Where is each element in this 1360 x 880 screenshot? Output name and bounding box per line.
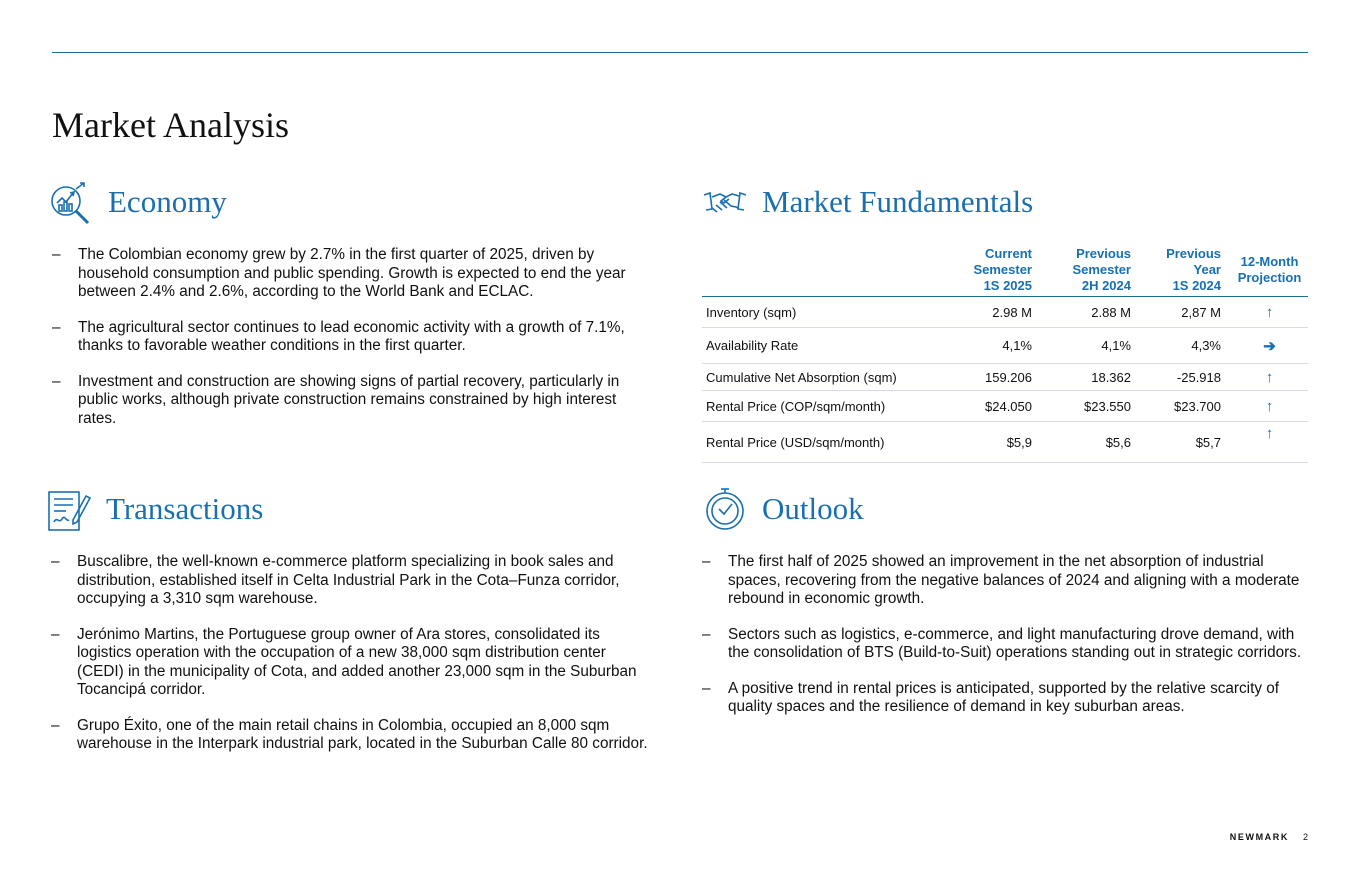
dash-marker: – — [52, 318, 61, 336]
list-item — [702, 553, 1308, 609]
list-item — [702, 680, 1308, 717]
cell-previous-semester: $23.550 — [1042, 391, 1141, 422]
list-item — [51, 553, 650, 609]
cell-previous-year: -25.918 — [1141, 364, 1231, 391]
outlook-title: Outlook — [762, 491, 864, 526]
up-arrow-icon: ↑ — [1231, 297, 1308, 328]
up-arrow-icon: ↑ — [1231, 391, 1308, 422]
cell-previous-semester: 2.88 M — [1042, 297, 1141, 328]
economy-bullet-text: The Colombian economy grew by 2.7% in the first quarter of 2025, driven by household consumption and public spending. Growth is expected to end the year between 2.4% and 2.6%, according to the World Bank and ECLAC. — [78, 246, 626, 300]
column-header-current: Current Semester 1S 2025 — [960, 246, 1042, 297]
column-header-previous-semester: Previous Semester 2H 2024 — [1042, 246, 1141, 297]
transactions-title: Transactions — [106, 491, 264, 526]
fundamentals-table — [702, 246, 1308, 463]
column-header-projection: 12-Month Projection — [1231, 246, 1308, 297]
economy-section — [48, 178, 648, 445]
outlook-section — [702, 485, 1308, 734]
cell-current: $5,9 — [960, 422, 1042, 463]
economy-bullet-text: Investment and construction are showing signs of partial recovery, particularly in public works, although private construction remains constrained by high interest rates. — [78, 372, 620, 427]
dash-marker: – — [702, 679, 711, 697]
fundamentals-header — [702, 178, 1308, 226]
list-item — [51, 626, 650, 700]
brand-wordmark: NEWMARK — [1229, 832, 1289, 842]
fundamentals-section — [702, 178, 1308, 226]
dash-marker: – — [702, 625, 711, 643]
transactions-bullet-text: Buscalibre, the well-known e-commerce platform specializing in book sales and distribution, established itself in Celta Industrial Park in the Cota–Funza corridor, occupying a 3,310 sqm warehouse. — [77, 553, 620, 607]
cell-previous-semester: 18.362 — [1042, 364, 1141, 391]
outlook-bullet-text: A positive trend in rental prices is anticipated, supported by the relative scarcity of quality spaces and the resilience of demand in key suburban areas. — [728, 679, 1279, 715]
footer — [1230, 832, 1308, 842]
cell-metric: Inventory (sqm) — [702, 297, 960, 328]
cell-current: 2.98 M — [960, 297, 1042, 328]
table-row — [702, 297, 1308, 328]
list-item — [702, 626, 1308, 663]
outlook-bullet-text: Sectors such as logistics, e-commerce, and light manufacturing drove demand, with the consolidation of BTS (Build-to-Suit) operations standing out in strategic corridors. — [728, 625, 1302, 661]
signed-document-icon — [46, 486, 92, 532]
dash-marker: – — [702, 553, 711, 570]
table-row — [702, 391, 1308, 422]
table-row — [702, 328, 1308, 364]
list-item — [52, 246, 648, 302]
up-arrow-icon: ↑ — [1231, 422, 1308, 463]
cell-previous-year: 2,87 M — [1141, 297, 1231, 328]
table-row — [702, 364, 1308, 391]
cell-previous-semester: 4,1% — [1042, 328, 1141, 364]
transactions-header — [46, 485, 650, 533]
cell-previous-year: 4,3% — [1141, 328, 1231, 364]
outlook-header — [702, 485, 1308, 533]
dash-marker: – — [52, 246, 61, 263]
stopwatch-icon — [702, 486, 748, 532]
economy-magnifier-icon — [48, 179, 94, 225]
cell-previous-semester: $5,6 — [1042, 422, 1141, 463]
economy-bullets — [48, 246, 648, 428]
list-item — [51, 717, 650, 754]
transactions-section — [46, 485, 650, 771]
transactions-bullet-text: Grupo Éxito, one of the main retail chains in Colombia, occupied an 8,000 sqm warehouse in the Interpark industrial park, located in the Suburban Calle 80 corridor. — [77, 716, 648, 752]
dash-marker: – — [51, 553, 60, 570]
cell-metric: Availability Rate — [702, 328, 960, 364]
cell-previous-year: $5,7 — [1141, 422, 1231, 463]
transactions-bullet-text: Jerónimo Martins, the Portuguese group owner of Ara stores, consolidated its logistics operation with the occupation of a new 38,000 sqm distribution center (CEDI) in the municipality of Cota, and added another 23,000 sqm in the Suburban Tocancipá corridor. — [77, 625, 637, 698]
fundamentals-title: Market Fundamentals — [762, 184, 1034, 219]
economy-bullet-text: The agricultural sector continues to lead economic activity with a growth of 7.1%, thanks to favorable weather conditions in the first quarter. — [78, 318, 625, 354]
column-header-metric — [702, 246, 960, 297]
list-item — [52, 319, 648, 356]
table-header-row — [702, 246, 1308, 297]
cell-previous-year: $23.700 — [1141, 391, 1231, 422]
economy-title: Economy — [108, 184, 227, 219]
cell-metric: Rental Price (COP/sqm/month) — [702, 391, 960, 422]
cell-current: $24.050 — [960, 391, 1042, 422]
top-divider — [52, 52, 1308, 53]
page-title: Market Analysis — [52, 105, 289, 145]
outlook-bullets — [702, 553, 1308, 717]
cell-metric: Rental Price (USD/sqm/month) — [702, 422, 960, 463]
transactions-bullets — [46, 553, 650, 754]
handshake-icon — [702, 179, 748, 225]
column-header-previous-year: Previous Year 1S 2024 — [1141, 246, 1231, 297]
list-item — [52, 373, 648, 429]
cell-metric: Cumulative Net Absorption (sqm) — [702, 364, 960, 391]
dash-marker: – — [52, 372, 61, 390]
up-arrow-icon: ↑ — [1231, 364, 1308, 391]
dash-marker: – — [51, 716, 60, 734]
cell-current: 159.206 — [960, 364, 1042, 391]
economy-header — [48, 178, 648, 226]
page-number: 2 — [1302, 832, 1308, 842]
cell-current: 4,1% — [960, 328, 1042, 364]
table-row — [702, 422, 1308, 463]
right-arrow-icon: ➔ — [1231, 328, 1308, 364]
outlook-bullet-text: The first half of 2025 showed an improvement in the net absorption of industrial spaces, recovering from the negative balances of 2024 and aligning with a moderate rebound in economic growth. — [728, 553, 1300, 607]
dash-marker: – — [51, 625, 60, 643]
